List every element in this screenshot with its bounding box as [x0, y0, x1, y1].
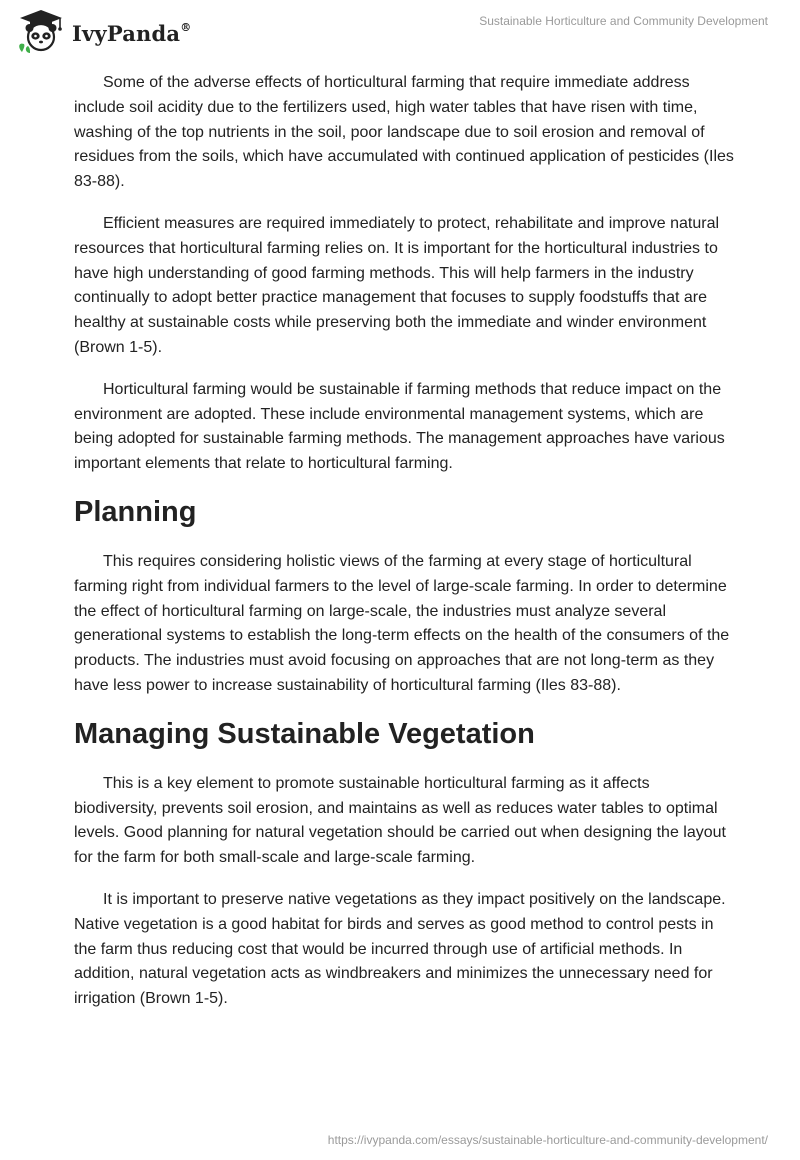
paragraph: Horticultural farming would be sustainable if farming methods that reduce impact on the environment are adopted. These include environmental management systems, which are being adopted for sustainable farming methods. The management approaches have various important elements that relate to horticultural farming.: [74, 380, 725, 473]
source-url[interactable]: https://ivypanda.com/essays/sustainable-horticulture-and-community-development/: [327, 1133, 768, 1147]
paragraph: This requires considering holistic views of the farming at every stage of horticultural farming right from individual farmers to the level of large-scale farming. In order to determine the effect of horticultural farming on large-scale, the industries must analyze several generational systems to establish the long-term effects on the health of the consumers of the products. The industries must avoid focusing on approaches that are not long-term as they have less power to increase sustainability of horticultural farming (Iles 83-88).: [74, 552, 730, 694]
paragraph: It is important to preserve native vegetations as they impact positively on the landscape. Native vegetation is a good habitat for birds and serves as good method to control pests in the farm thus reducing cost that would be incurred through use of artificial methods. In addition, natural vegetation acts as windbreakers and minimizes the unnecessary need for irrigation (Brown 1-5).: [74, 890, 726, 1008]
paragraph: Some of the adverse effects of horticultural farming that require immediate address include soil acidity due to the fertilizers used, high water tables that have risen with time, washing of the top nutrients in the soil, poor landscape due to soil erosion and removal of residues from the soils, which have accumulated with continued application of pesticides (Iles 83-88).: [74, 74, 734, 191]
running-title: Sustainable Horticulture and Community Development: [479, 14, 768, 28]
essay-content: [74, 71, 734, 1029]
paragraph: This is a key element to promote sustainable horticultural farming as it affects biodiversity, prevents soil erosion, and maintains as well as reduces water tables to optimal levels. Good planning for natural vegetation should be carried out when designing the layout for the farm for both small-scale and large-scale farming.: [74, 774, 726, 867]
logo-text: IvyPanda: [72, 20, 181, 46]
section-heading-planning: Planning: [74, 495, 197, 528]
registered-mark: ®: [180, 20, 192, 34]
logo-wordmark: [72, 21, 191, 46]
section-heading-vegetation: Managing Sustainable Vegetation: [74, 717, 535, 750]
ivypanda-logo[interactable]: [16, 8, 191, 54]
paragraph: Efficient measures are required immediately to protect, rehabilitate and improve natural resources that horticultural farming relies on. It is important for the horticultural industries to have high understanding of good farming methods. This will help farmers in the industry continually to adopt better practice management that focuses to supply foodstuffs that are healthy at sustainable costs while preserving both the immediate and winder environment (Brown 1-5).: [74, 214, 720, 356]
page-header: [0, 0, 800, 60]
panda-graduate-icon: [16, 8, 66, 54]
